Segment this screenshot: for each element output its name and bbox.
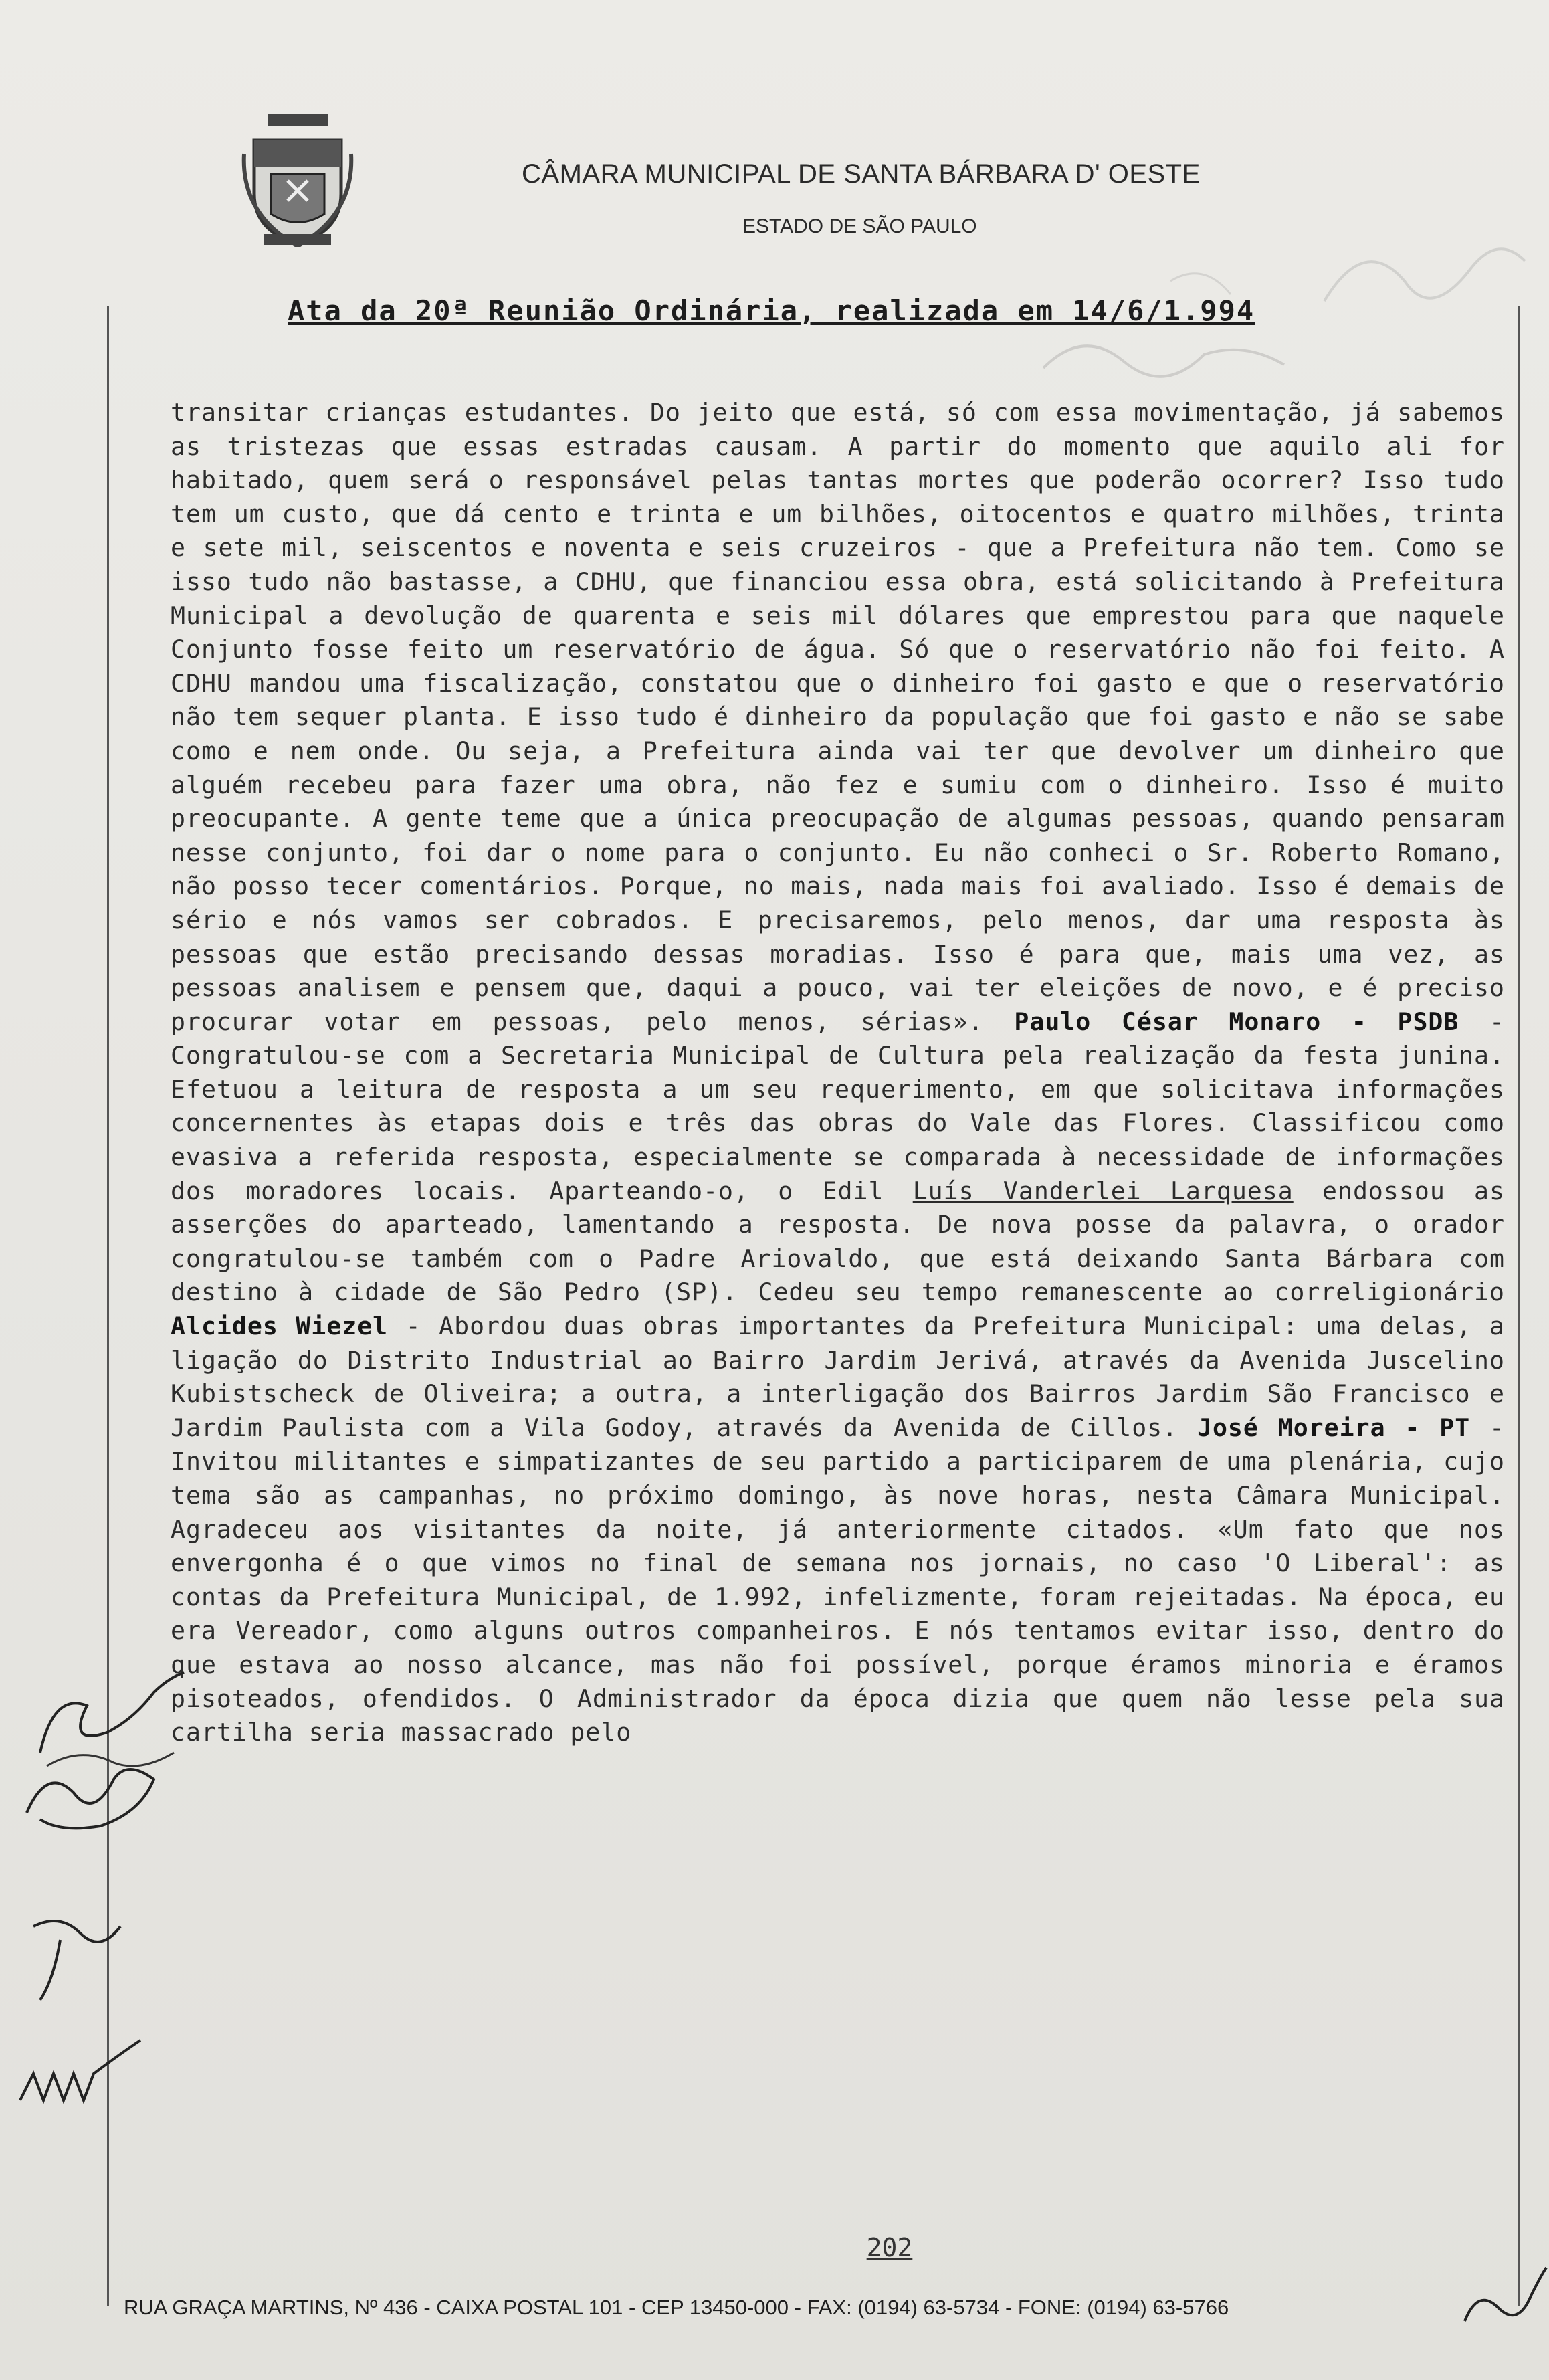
body-segment: - Invitou militantes e simpatizantes de seu partido a participarem de uma plenária, cujo tema são as campanhas, no próximo domingo, às nove horas, nesta Câmara Municipal. Agradeceu aos visitantes da noite, já anteriormente citados. «Um fato que nos envergonha é o que vimos no final de semana nos jornais, no caso 'O Liberal': as contas da Prefeitura Municipal, de 1.992, infelizmente, foram rejeitadas. Na época, eu era Vereador, como alguns outros companheiros. E nós tentamos evitar isso, dentro do que estava ao nosso alcance, mas não foi possível, porque éramos minoria e éramos pisoteados, ofendidos. O Administrador da época dizia que quem não lesse pela sua cartilha seria massacrado pelo [171,1413,1506,1747]
address-footer: RUA GRAÇA MARTINS, Nº 436 - CAIXA POSTAL 101 - CEP 13450-000 - FAX: (0194) 63-5734 - FONE: (0194) 63-5766 [124,2296,1229,2319]
minutes-body [171,396,1505,1750]
page-frame-right-rule [1518,306,1520,2306]
minutes-title: Ata da 20ª Reunião Ordinária, realizada em 14/6/1.994 [288,294,1255,327]
organization-name: CÂMARA MUNICIPAL DE SANTA BÁRBARA D' OESTE [522,159,1201,189]
handwritten-signature-4 [13,2027,147,2120]
body-segment: endossou as asserções do aparteado, lamentando a resposta. De nova posse da palavra, o orador congratulou-se também com o Padre Ariovaldo, que está deixando Santa Bárbara com destino à cidade de São Pedro (SP). Cedeu seu tempo remanescente ao correligionário [171,1176,1506,1307]
body-segment: transitar crianças estudantes. Do jeito que está, só com essa movimentação, já sabemos as tristezas que essas estradas causam. A partir do momento que aquilo ali for habitado, quem será o responsável pelas tantas mortes que poderão ocorrer? Isso tudo tem um custo, que dá cento e trinta e um bilhões, oitocentos e quatro milhões, trinta e sete mil, seiscentos e noventa e seis cruzeiros - que a Prefeitura não tem. Como se isso tudo não bastasse, a CDHU, que financiou essa obra, está solicitando à Prefeitura Municipal a devolução de quarenta e seis mil dólares que emprestou para que naquele Conjunto fosse feito um reservatório de água. Só que o reservatório não foi feito. A CDHU mandou uma fiscalização, constatou que o dinheiro foi gasto e que o reservatório não tem sequer planta. E isso tudo é dinheiro da população que foi gasto e não se sabe como e nem onde. Ou seja, a Prefeitura ainda vai ter que devolver um dinheiro que alguém recebeu para fazer uma obra, não fez e sumiu com o dinheiro. Isso é muito preocupante. A gente teme que a única preocupação de algumas pessoas, quando pensaram nesse conjunto, foi dar o nome para o conjunto. Eu não conheci o Sr. Roberto Romano, não posso tecer comentários. Porque, no mais, nada mais foi avaliado. Isso é demais de sério e nós vamos ser cobrados. E precisaremos, pelo menos, dar uma resposta às pessoas que estão precisando dessas moradias. Isso é para que, mais uma vez, as pessoas analisem e pensem que, daqui a pouco, vai ter eleições de novo, e é preciso procurar votar em pessoas, pelo menos, sérias». [171,398,1505,1036]
speaker-name: José Moreira - PT [1197,1413,1471,1442]
underlined-name: Luís Vanderlei Larquesa [912,1176,1294,1205]
speaker-name: Alcides Wiezel [171,1312,389,1341]
handwritten-signature-2 [20,1753,174,1846]
handwritten-signature-3 [20,1886,140,2007]
page-number: 202 [866,2233,913,2262]
speaker-name: Paulo César Monaro - PSDB [1014,1007,1459,1036]
municipal-crest-emblem [241,114,354,247]
organization-state: ESTADO DE SÃO PAULO [742,215,977,237]
body-segment: - Abordou duas obras importantes da Prefeitura Municipal: uma delas, a ligação do Distrito Industrial ao Bairro Jardim Jerivá, através da Avenida Juscelino Kubistscheck de Oliveira; a outra, a interligação dos Bairros Jardim São Francisco e Jardim Paulista com a Vila Godoy, através da Avenida de Cillos. [171,1312,1506,1442]
body-segment: - Congratulou-se com a Secretaria Municipal de Cultura pela realização da festa junina. Efetuou a leitura de resposta a um seu requerimento, em que solicitava informações concernentes às etapas dois e três das obras do Vale das Flores. Classificou como evasiva a referida resposta, especialmente se comparada à necessidade de informações dos moradores locais. Aparteando-o, o Edil [171,1007,1505,1205]
